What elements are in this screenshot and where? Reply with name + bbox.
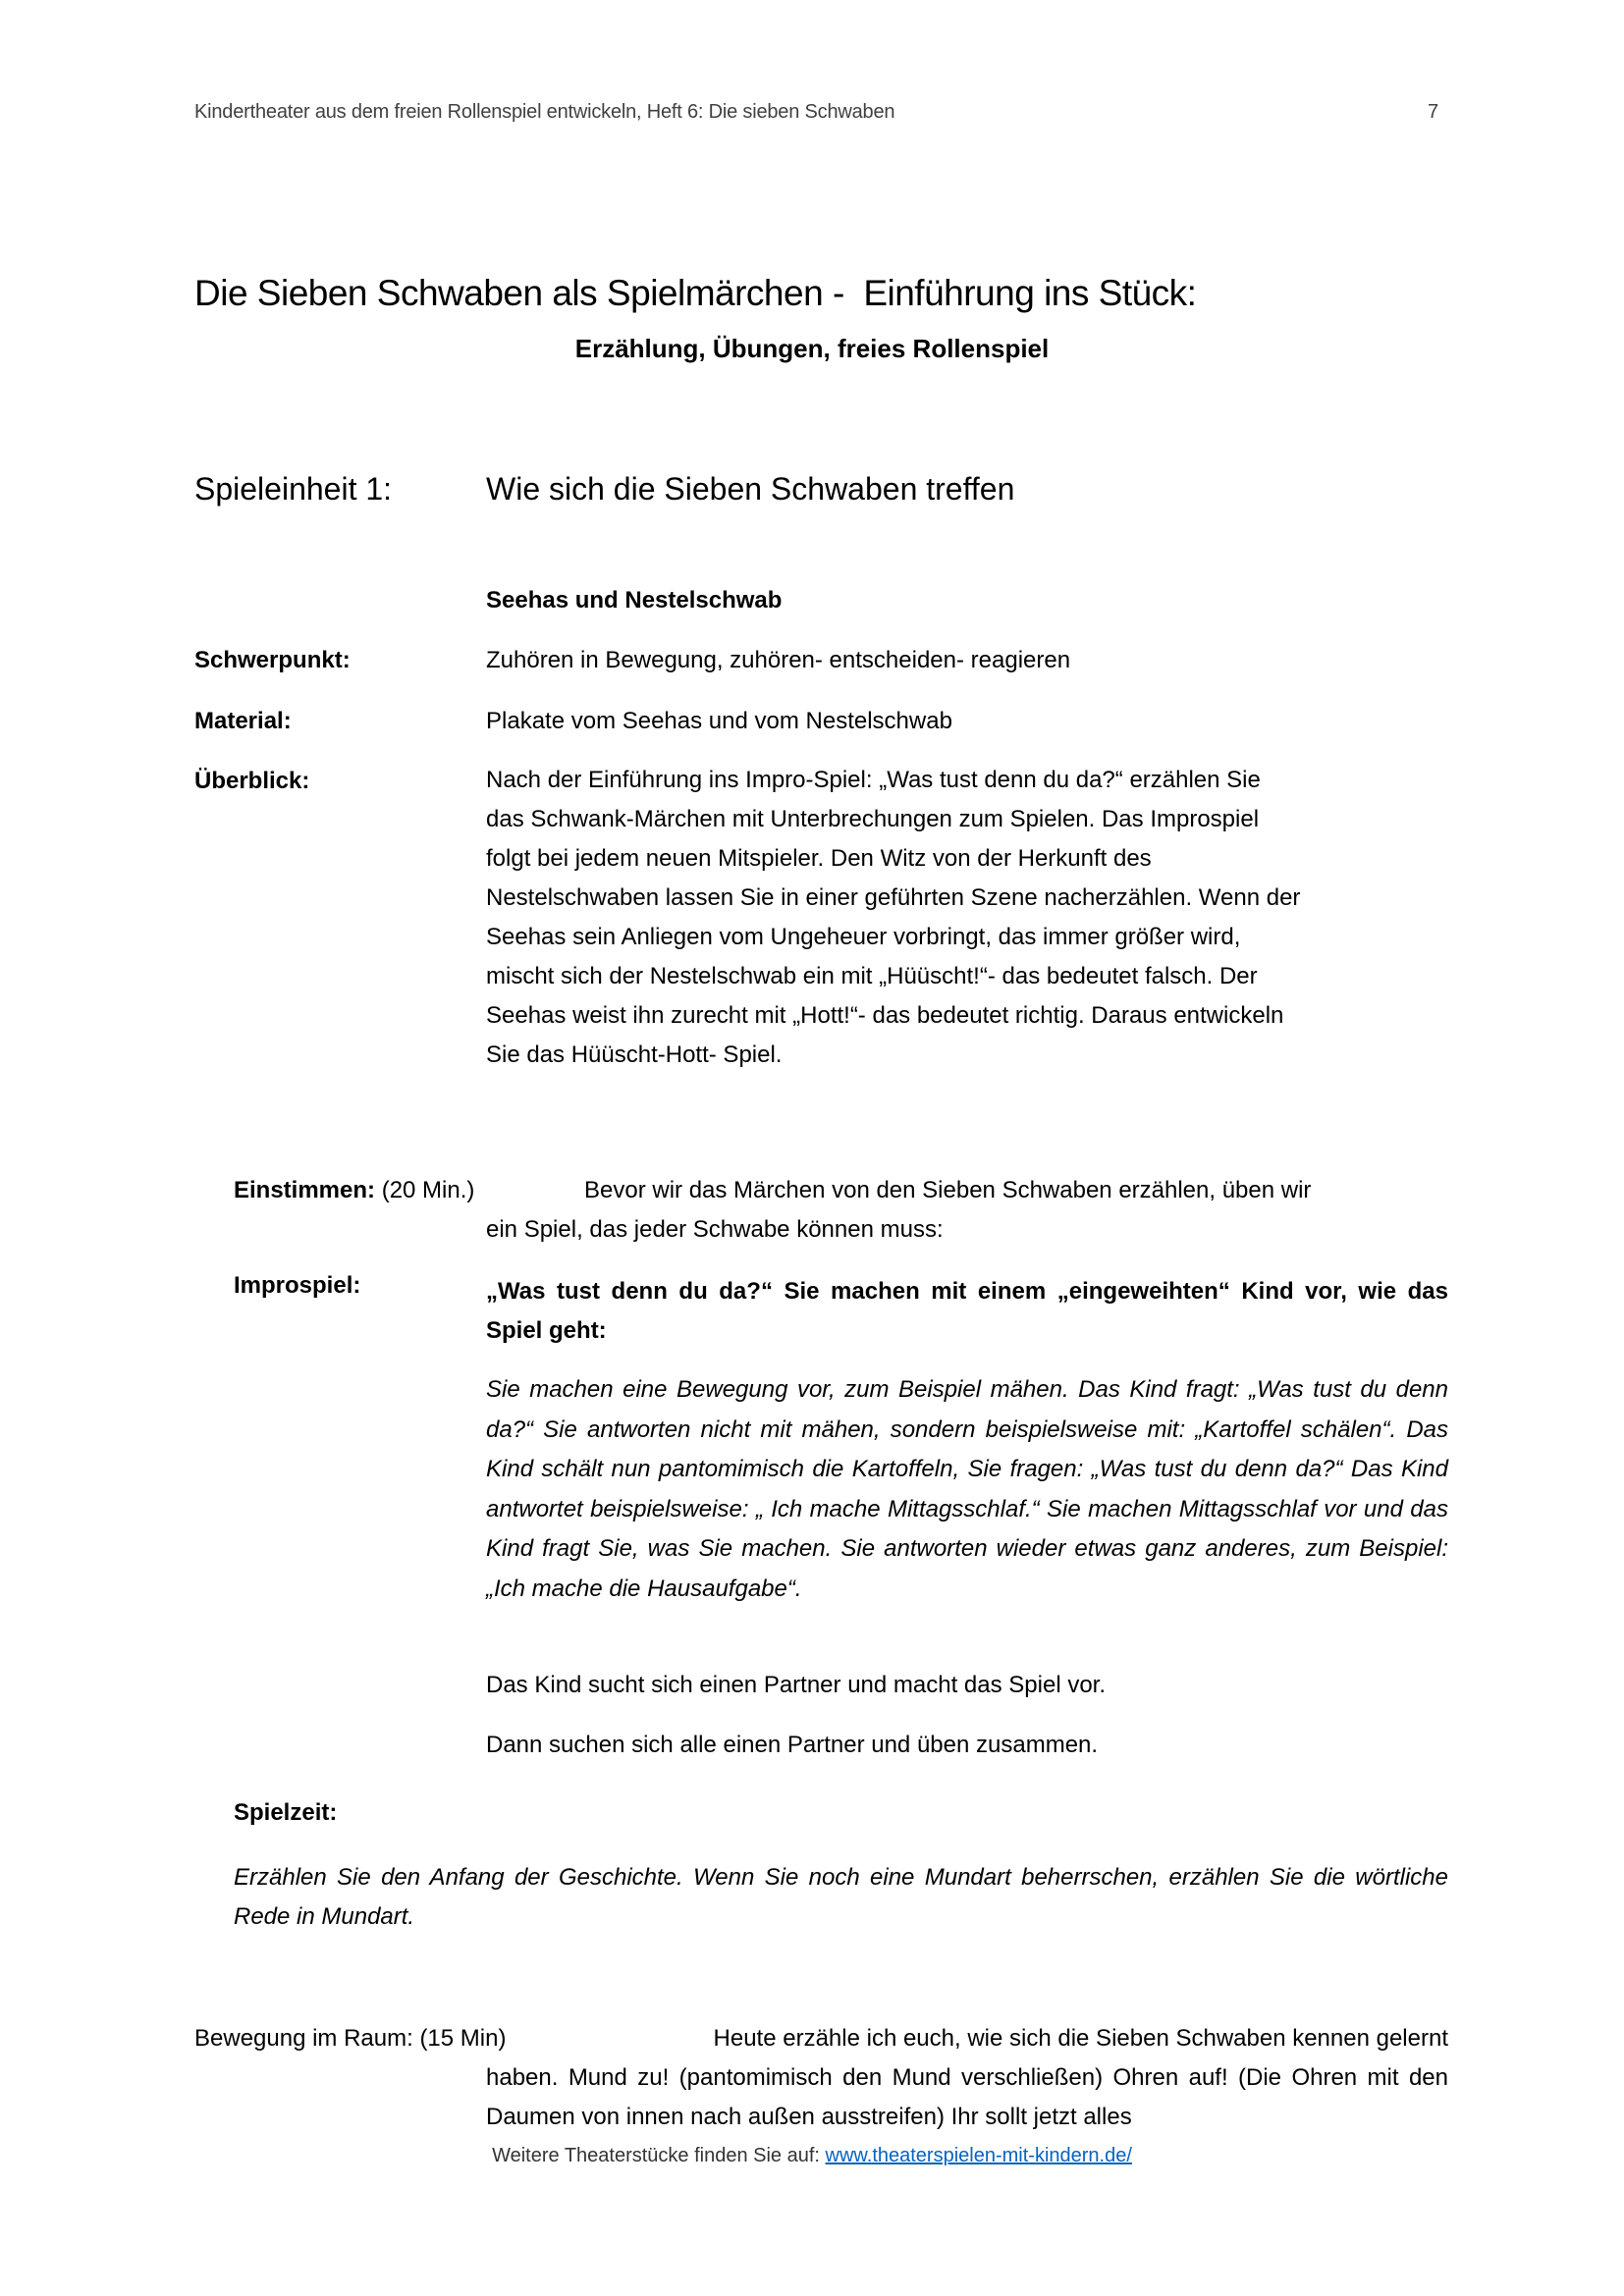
improspiel-label: Improspiel: bbox=[234, 1272, 361, 1299]
running-header-title: Kindertheater aus dem freien Rollenspiel entwickeln, Heft 6: Die sieben Schwaben bbox=[194, 101, 895, 123]
spielzeit-text: Erzählen Sie den Anfang der Geschichte. Wenn Sie noch eine Mundart beherrschen, erzählen Sie die wörtliche Rede in Mundart. bbox=[234, 1864, 1448, 1930]
einstimmen-label: Einstimmen: bbox=[234, 1177, 376, 1203]
material-label: Material: bbox=[194, 708, 292, 734]
ueberblick-line: Nach der Einführung ins Impro-Spiel: „Was tust denn du da?“ erzählen Sie bbox=[486, 767, 1261, 793]
ueberblick-line: Sie das Hüüscht-Hott- Spiel. bbox=[486, 1041, 783, 1068]
ueberblick-line: mischt sich der Nestelschwab ein mit „Hüüscht!“- das bedeutet falsch. Der bbox=[486, 963, 1258, 989]
einstimmen-text-line1: Bevor wir das Märchen von den Sieben Schwaben erzählen, üben wir bbox=[584, 1177, 1312, 1203]
improspiel-step-1: Das Kind sucht sich einen Partner und macht das Spiel vor. bbox=[486, 1672, 1107, 1698]
einstimmen-duration: (20 Min.) bbox=[381, 1177, 475, 1203]
page-footer bbox=[0, 2145, 1624, 2167]
ueberblick-line: Seehas sein Anliegen vom Ungeheuer vorbringt, das immer größer wird, bbox=[486, 924, 1241, 950]
ueberblick-label: Überblick: bbox=[194, 768, 310, 794]
material-value: Plakate vom Seehas und vom Nestelschwab bbox=[486, 708, 952, 734]
improspiel-description: Sie machen eine Bewegung vor, zum Beispiel mähen. Das Kind fragt: „Was tust du denn da?“ Sie antworten nicht mit mähen, sondern beispielsweise mit: „Kartoffel schälen“. Das Kind schält nun pantomimisch die Kartoffeln, Sie fragen: „Was tust du denn da?“ Das Kind antwortet beispielsweise: „ Ich mache Mittagsschlaf.“ Sie machen Mittagsschlaf vor und das Kind fragt Sie, was Sie machen. Sie antworten wieder etwas ganz anderes, zum Beispiel: „Ich mache die Hausaufgabe“. bbox=[486, 1376, 1448, 1602]
ueberblick-line: Nestelschwaben lassen Sie in einer geführten Szene nacherzählen. Wenn der bbox=[486, 884, 1301, 911]
improspiel-step-2: Dann suchen sich alle einen Partner und üben zusammen. bbox=[486, 1732, 1099, 1758]
unit-subheading: Seehas und Nestelschwab bbox=[486, 587, 783, 614]
einstimmen-section bbox=[234, 1171, 1448, 1250]
spielzeit-label: Spielzeit: bbox=[234, 1799, 338, 1826]
bewegung-label: Bewegung im Raum: (15 Min) bbox=[194, 2025, 507, 2052]
bewegung-text-rest: haben. Mund zu! (pantomimisch den Mund verschließen) Ohren auf! (Die Ohren mit den Daumen von innen nach außen ausstreifen) Ihr sollt jetzt alles bbox=[486, 2064, 1448, 2130]
footer-text: Weitere Theaterstücke finden Sie auf: bbox=[492, 2145, 826, 2166]
unit-label: Spieleinheit 1: bbox=[194, 471, 393, 507]
ueberblick-line: Seehas weist ihn zurecht mit „Hott!“- das bedeutet richtig. Daraus entwickeln bbox=[486, 1002, 1284, 1029]
footer-link[interactable]: www.theaterspielen-mit-kindern.de/ bbox=[825, 2145, 1132, 2166]
schwerpunkt-label: Schwerpunkt: bbox=[194, 647, 351, 673]
page-subtitle: Erzählung, Übungen, freies Rollenspiel bbox=[574, 334, 1050, 363]
ueberblick-line: folgt bei jedem neuen Mitspieler. Den Witz von der Herkunft des bbox=[486, 845, 1152, 872]
unit-title: Wie sich die Sieben Schwaben treffen bbox=[486, 471, 1015, 507]
ueberblick-text bbox=[486, 761, 1448, 1075]
page-number: 7 bbox=[1428, 101, 1438, 123]
schwerpunkt-value: Zuhören in Bewegung, zuhören- entscheiden- reagieren bbox=[486, 647, 1071, 673]
einstimmen-text-line2: ein Spiel, das jeder Schwabe können muss: bbox=[486, 1216, 944, 1243]
improspiel-heading: „Was tust denn du da?“ Sie machen mit einem „eingeweihten“ Kind vor, wie das Spiel geht: bbox=[486, 1278, 1448, 1344]
page-title: Die Sieben Schwaben als Spielmärchen - Einführung ins Stück: bbox=[194, 273, 1197, 313]
bewegung-text-line1: Heute erzähle ich euch, wie sich die Sieben Schwaben kennen gelernt bbox=[713, 2025, 1448, 2052]
bewegung-section bbox=[194, 2019, 1448, 2137]
ueberblick-line: das Schwank-Märchen mit Unterbrechungen zum Spielen. Das Improspiel bbox=[486, 806, 1260, 832]
